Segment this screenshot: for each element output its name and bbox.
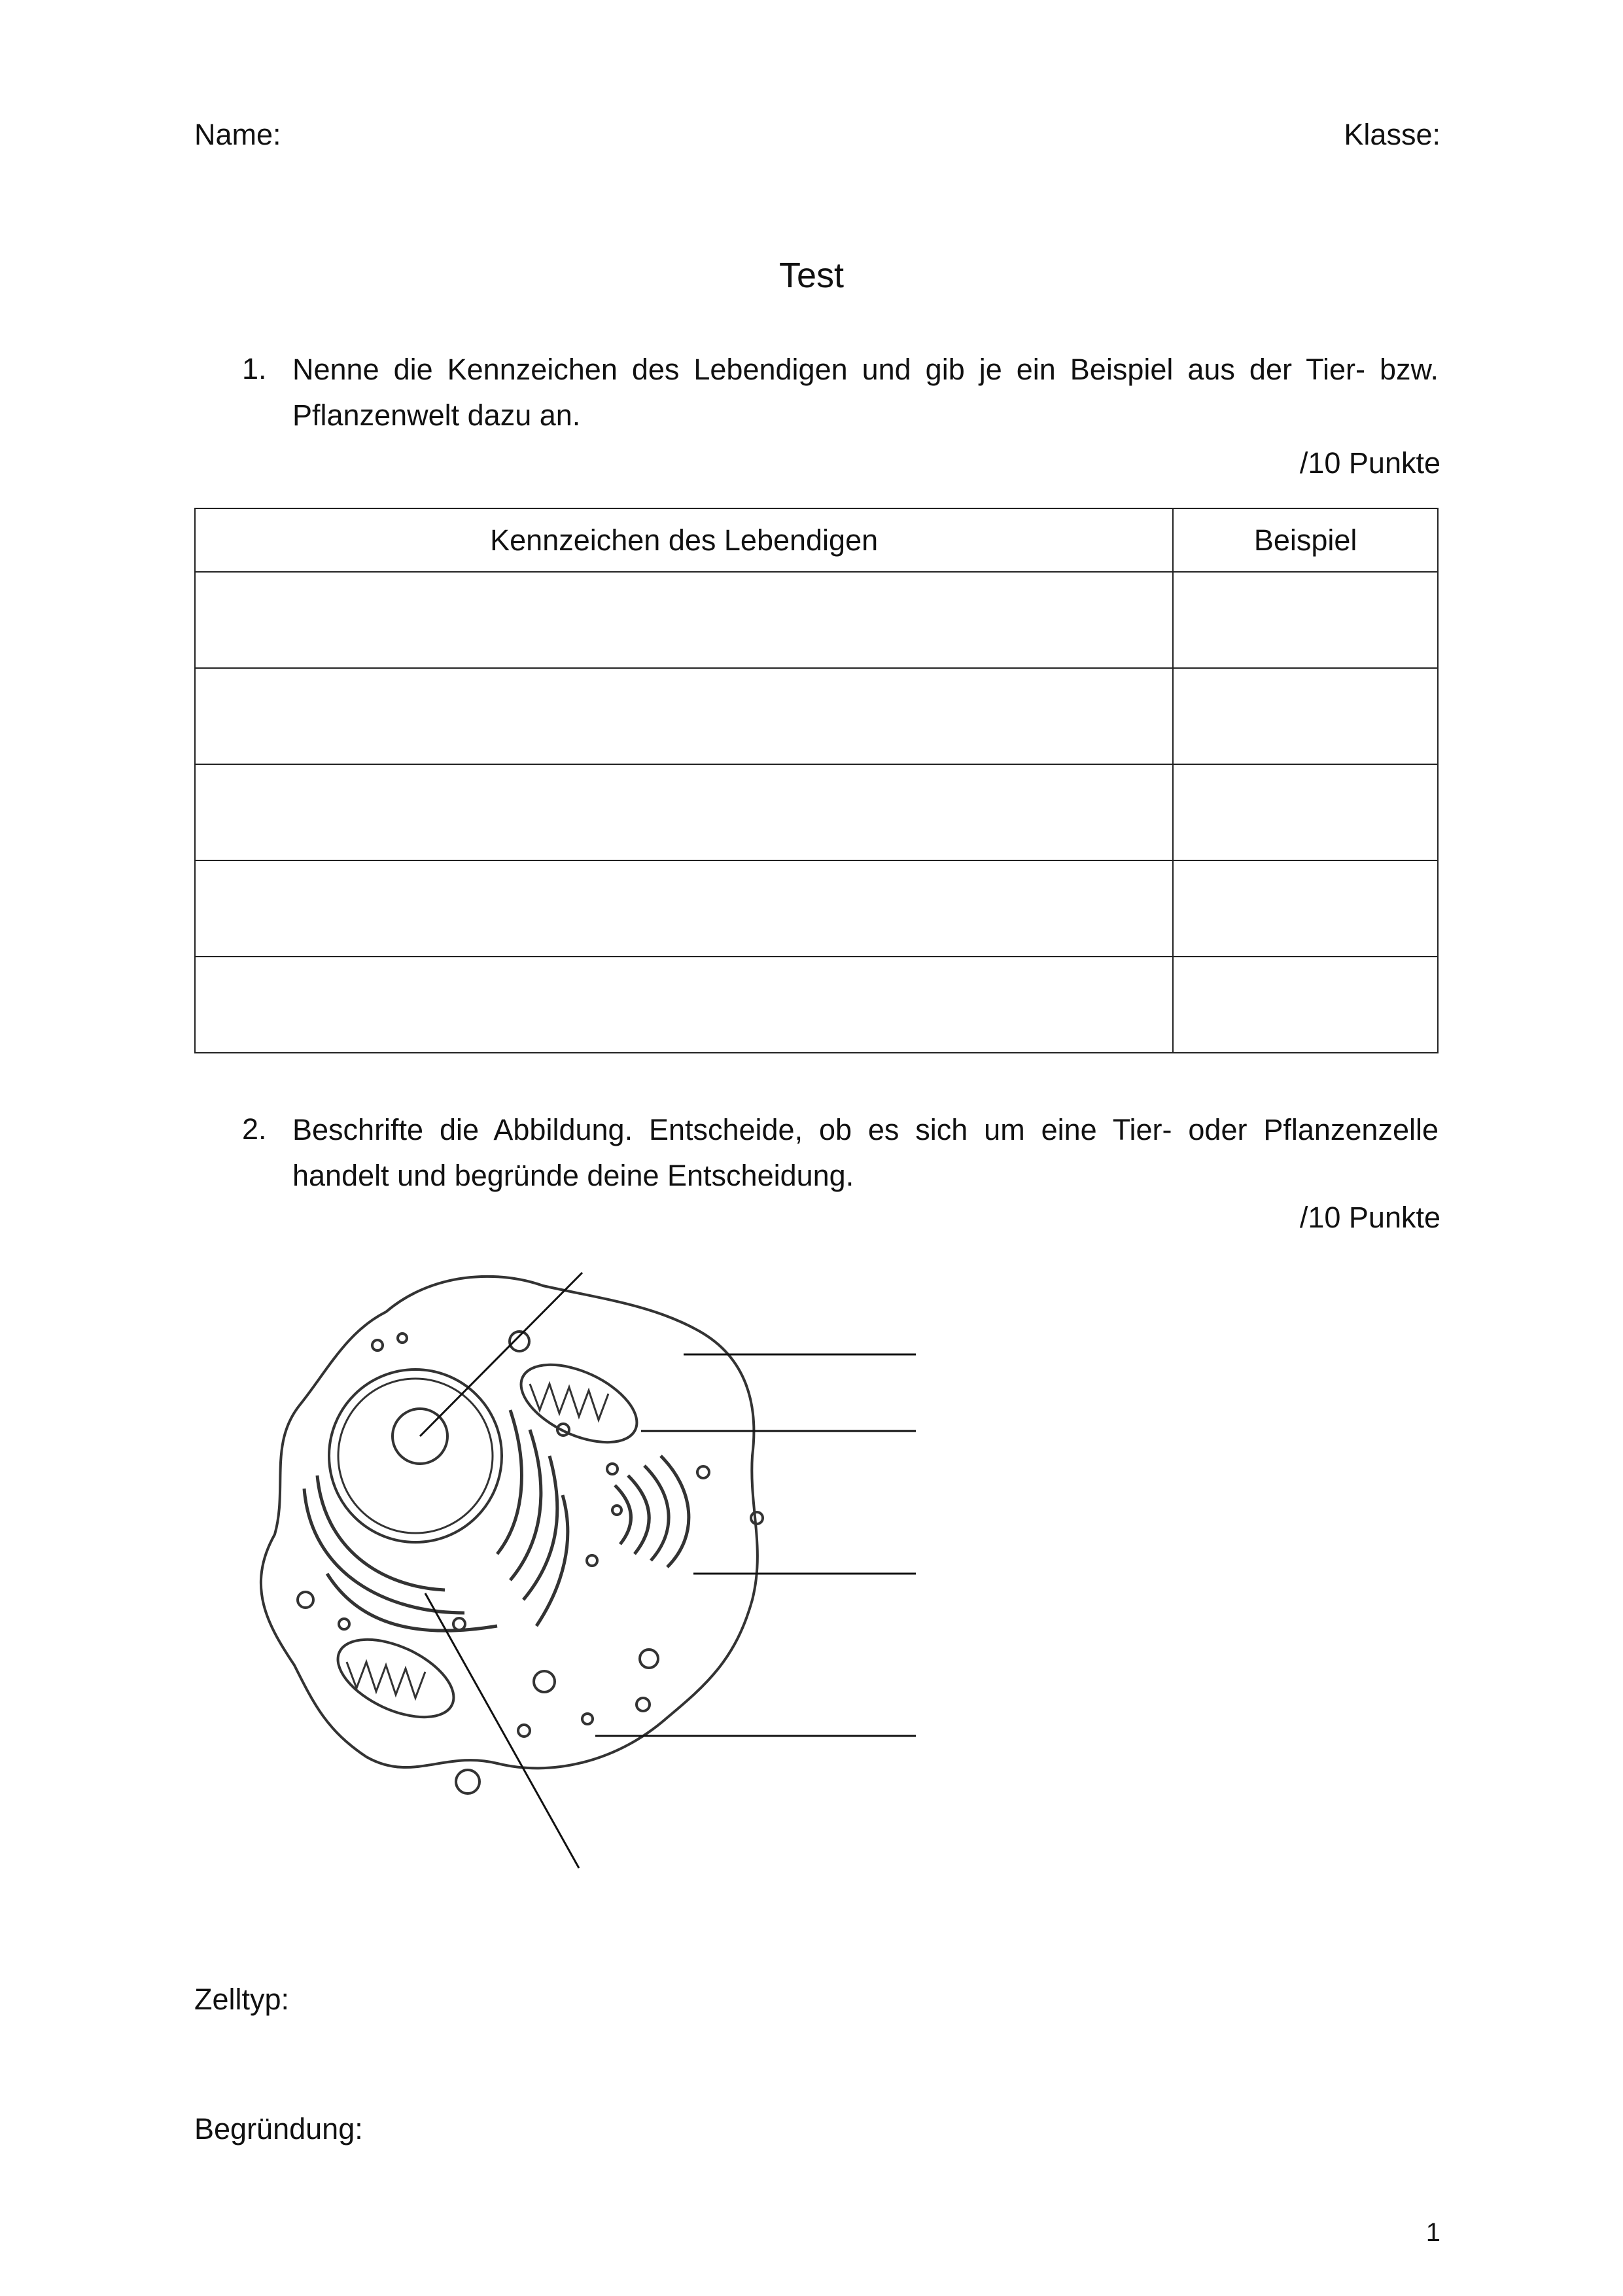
er-arc (497, 1410, 521, 1554)
class-label: Klasse: (1344, 118, 1440, 151)
question-1-number: 1. (242, 352, 267, 385)
golgi-stack (661, 1456, 689, 1567)
table-cell-example[interactable] (1173, 764, 1438, 860)
pinocytic-vesicle (456, 1770, 480, 1793)
cell-type-label: Zelltyp: (194, 1983, 290, 2016)
vesicle (697, 1466, 709, 1478)
vesicle (518, 1725, 530, 1737)
vesicle (510, 1332, 529, 1351)
cell-membrane-outline (261, 1277, 758, 1769)
question-2-number: 2. (242, 1112, 267, 1146)
vesicle (534, 1671, 555, 1692)
er-arc (327, 1574, 497, 1631)
table-row (195, 860, 1438, 957)
vesicle (582, 1714, 593, 1724)
table-cell-characteristic[interactable] (195, 572, 1173, 668)
table-row (195, 764, 1438, 860)
vesicle (453, 1618, 465, 1630)
table-row (195, 957, 1438, 1053)
page-title: Test (778, 256, 845, 295)
table-cell-characteristic[interactable] (195, 764, 1173, 860)
question-1-points: /10 Punkte (1299, 446, 1440, 480)
question-1-text: Nenne die Kennzeichen des Lebendigen und gib je ein Beispiel aus der Tier- bzw. Pflanzenwelt dazu an. (292, 353, 1439, 432)
table-cell-characteristic[interactable] (195, 860, 1173, 957)
er-arc (304, 1489, 464, 1613)
vesicle (637, 1698, 650, 1711)
characteristics-table (194, 508, 1439, 1053)
mitochondrion-top (510, 1349, 649, 1458)
mitochondrion-cristae (530, 1384, 608, 1420)
page-number: 1 (1425, 2218, 1440, 2247)
cell-diagram (249, 1260, 935, 1881)
vesicle (372, 1340, 383, 1351)
label-line-er (425, 1593, 579, 1868)
table-cell-example[interactable] (1173, 860, 1438, 957)
vesicle (607, 1464, 618, 1474)
question-2-points: /10 Punkte (1299, 1201, 1440, 1234)
table-header-characteristic: Kennzeichen des Lebendigen (195, 508, 1173, 572)
nucleus-outer (329, 1369, 502, 1542)
vesicle (298, 1592, 313, 1608)
table-header-row (195, 508, 1438, 572)
mitochondrion-bottom (326, 1623, 466, 1733)
table-cell-characteristic[interactable] (195, 668, 1173, 764)
table-cell-example[interactable] (1173, 572, 1438, 668)
membrane-bulge (751, 1512, 763, 1524)
nucleus-inner (338, 1379, 493, 1533)
name-label: Name: (194, 118, 281, 151)
table-cell-example[interactable] (1173, 668, 1438, 764)
table-cell-characteristic[interactable] (195, 957, 1173, 1053)
vesicle (640, 1650, 658, 1668)
table-row (195, 572, 1438, 668)
question-2-text: Beschrifte die Abbildung. Entscheide, ob es sich um eine Tier- oder Pflanzenzelle handelt und begründe deine Entscheidung. (292, 1113, 1439, 1192)
er-arc (536, 1495, 568, 1626)
er-arc (510, 1430, 541, 1580)
vesicle (587, 1555, 597, 1566)
table-header-example: Beispiel (1173, 508, 1438, 572)
vesicle (398, 1333, 407, 1343)
vesicle (612, 1506, 621, 1515)
table-row (195, 668, 1438, 764)
vesicle (339, 1619, 349, 1629)
table-cell-example[interactable] (1173, 957, 1438, 1053)
reason-label: Begründung: (194, 2112, 363, 2146)
